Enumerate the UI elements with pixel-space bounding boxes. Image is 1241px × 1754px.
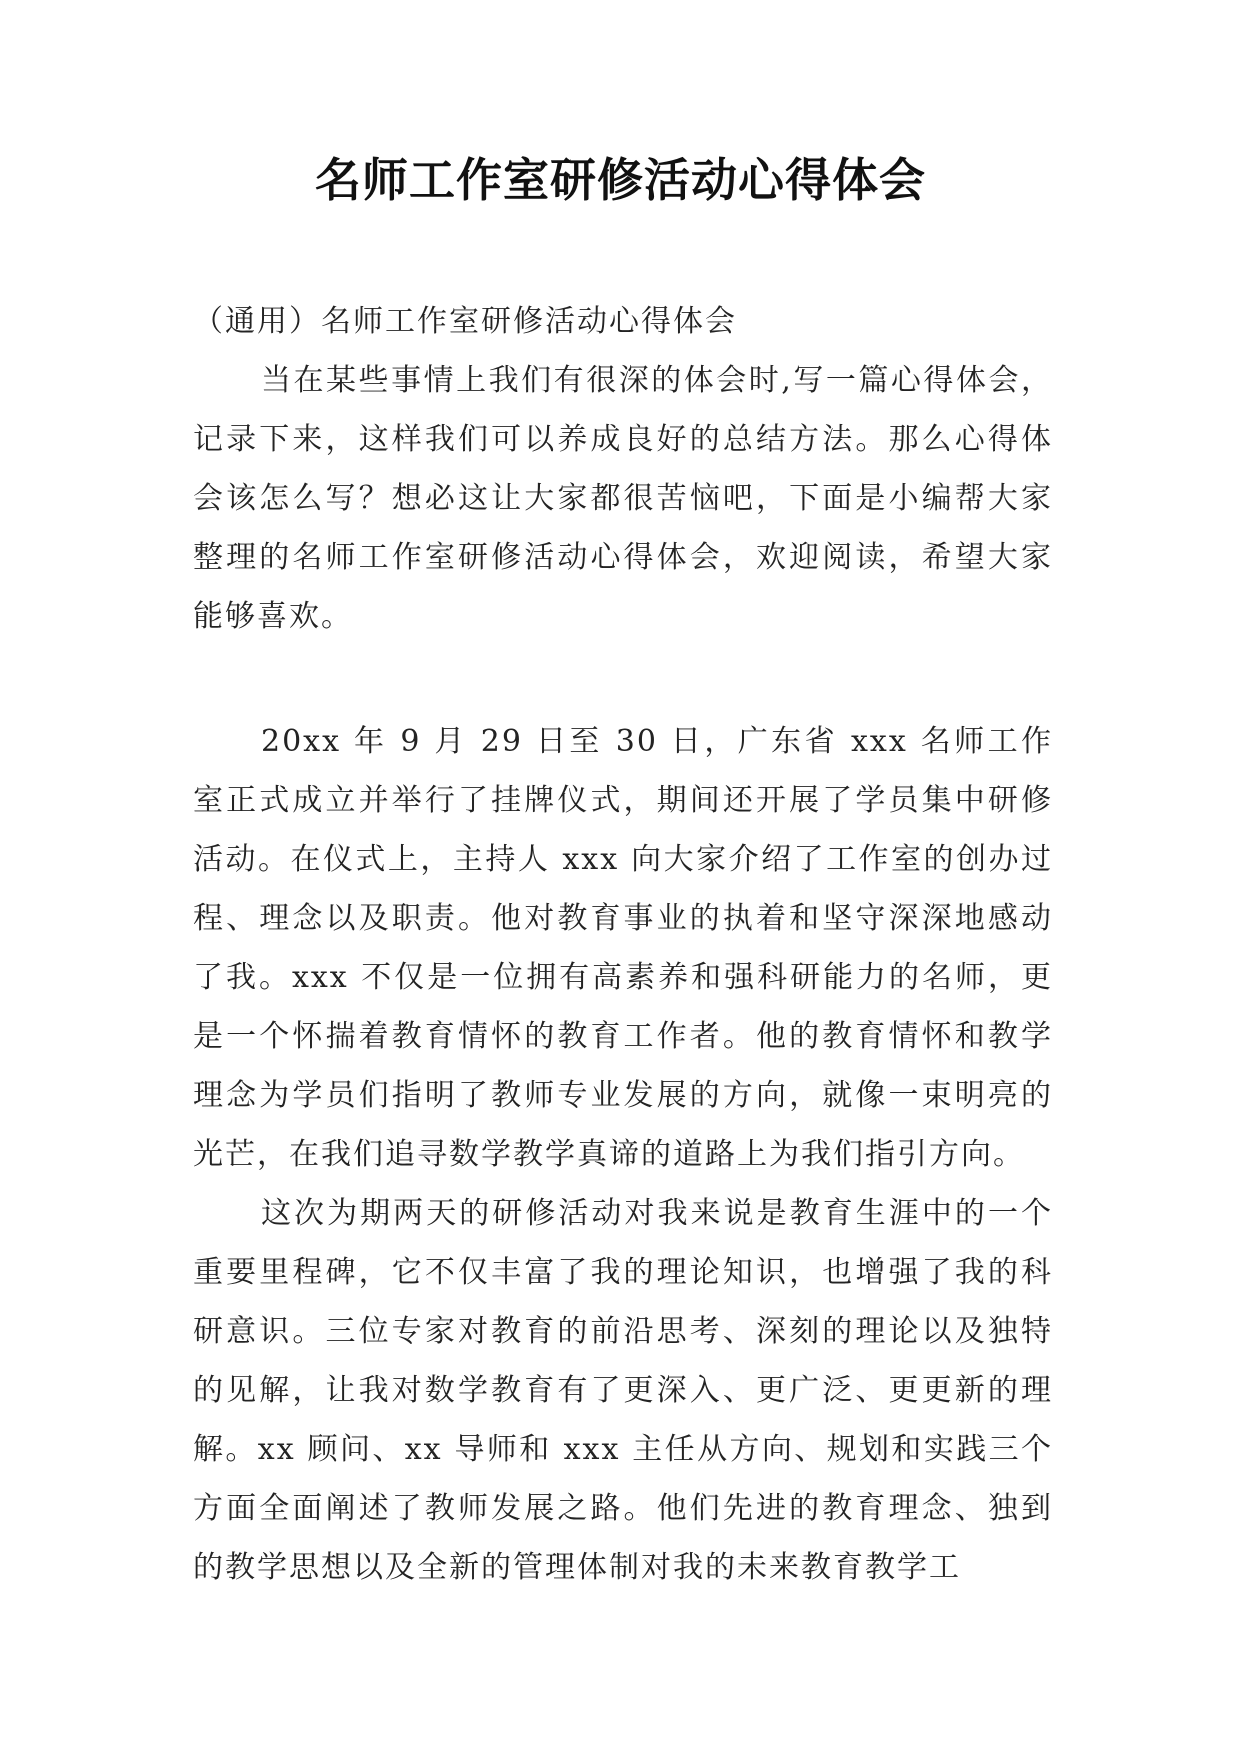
- document-body: [193, 292, 1053, 1597]
- document-title: 名师工作室研修活动心得体会: [315, 153, 926, 207]
- document-subtitle: （通用）名师工作室研修活动心得体会: [193, 304, 737, 339]
- body-paragraph-1: 20xx 年 9 月 29 日至 30 日，广东省 xxx 名师工作室正式成立并举行了挂牌仪式，期间还开展了学员集中研修活动。在仪式上，主持人 xxx 向大家介绍了工作室的创办过程、理念以及职责。他对教育事业的执着和坚守深深地感动了我。xxx 不仅是一位拥有高素养和强科研能力的名师，更是一个怀揣着教育情怀的教育工作者。他的教育情怀和教学理念为学员们指明了教师专业发展的方向，就像一束明亮的光芒，在我们追寻数学教学真谛的道路上为我们指引方向。: [193, 724, 1053, 1172]
- intro-paragraph: 当在某些事情上我们有很深的体会时,写一篇心得体会，记录下来，这样我们可以养成良好的总结方法。那么心得体会该怎么写？想必这让大家都很苦恼吧，下面是小编帮大家整理的名师工作室研修活动心得体会，欢迎阅读，希望大家能够喜欢。: [193, 363, 1053, 634]
- body-paragraph-2: 这次为期两天的研修活动对我来说是教育生涯中的一个重要里程碑，它不仅丰富了我的理论知识，也增强了我的科研意识。三位专家对教育的前沿思考、深刻的理论以及独特的见解，让我对数学教育有了更深入、更广泛、更更新的理解。xx 顾问、xx 导师和 xxx 主任从方向、规划和实践三个方面全面阐述了教师发展之路。他们先进的教育理念、独到的教学思想以及全新的管理体制对我的未来教育教学工: [193, 1196, 1053, 1585]
- paragraph-spacer: [193, 646, 1053, 712]
